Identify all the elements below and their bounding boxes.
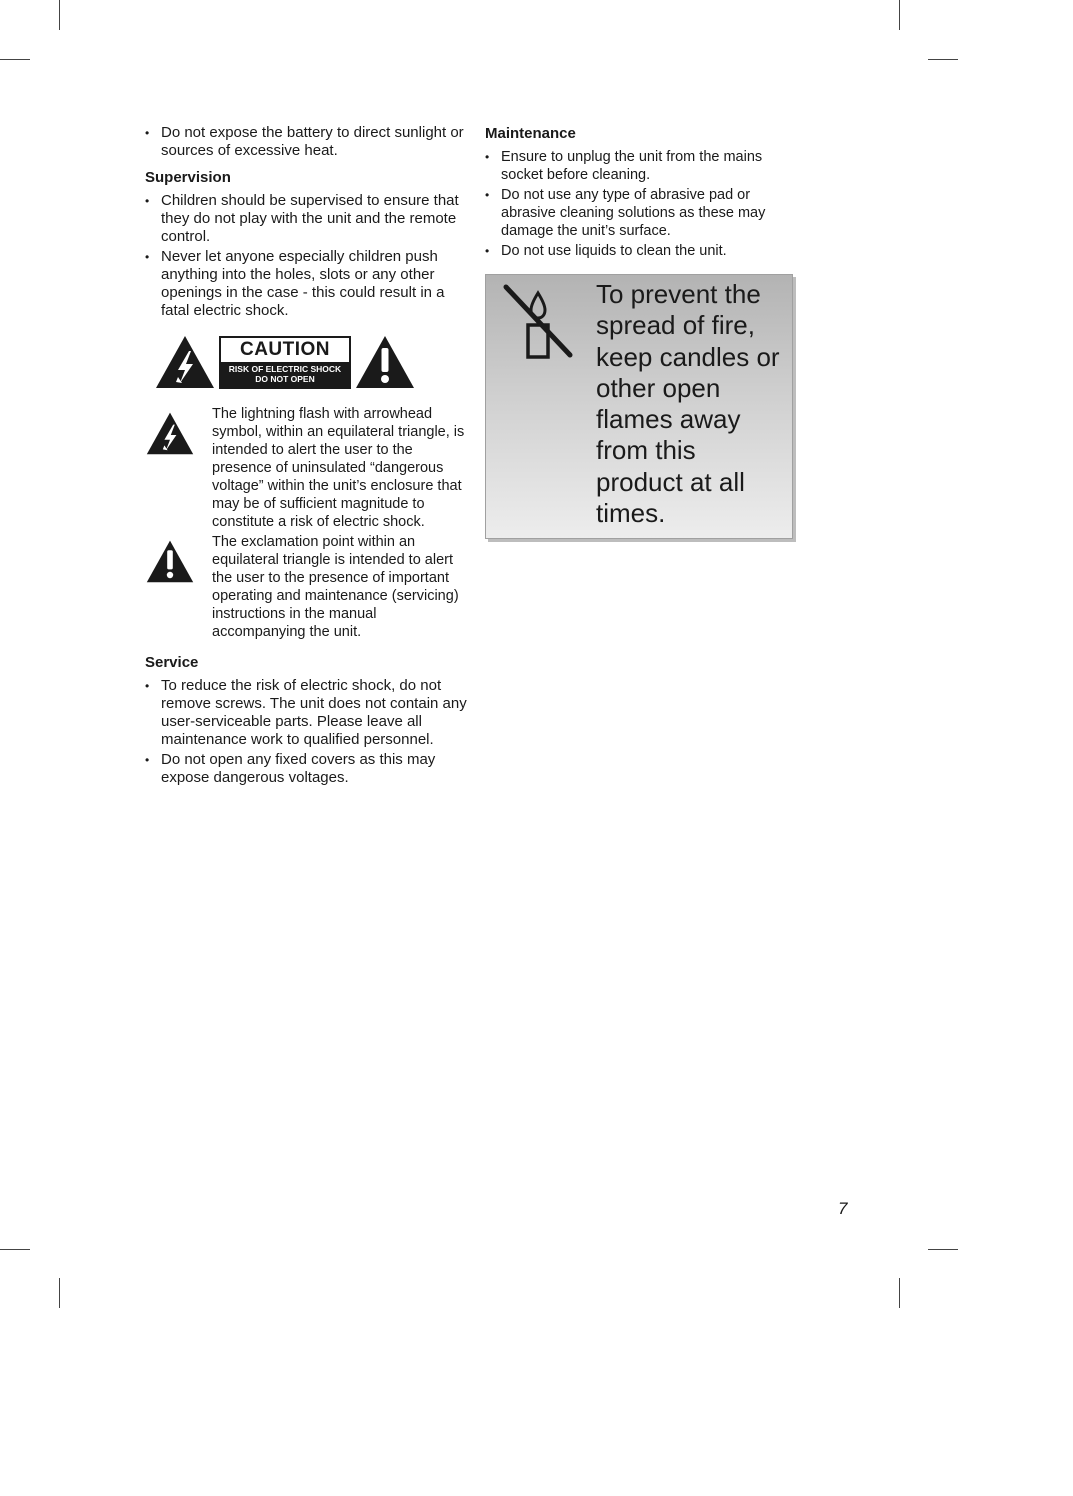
left-column xyxy=(145,124,475,795)
crop-mark xyxy=(59,0,60,30)
list-item: • Do not use liquids to clean the unit. xyxy=(485,242,800,260)
caution-subtitle xyxy=(221,362,349,387)
lightning-triangle-icon xyxy=(154,334,216,389)
exclamation-triangle-icon xyxy=(354,334,416,389)
list-item: • Ensure to unplug the unit from the mains socket before cleaning. xyxy=(485,148,800,184)
right-column xyxy=(485,124,800,268)
crop-mark xyxy=(899,0,900,30)
crop-mark xyxy=(0,59,30,60)
exclamation-symbol-explanation xyxy=(145,533,475,641)
lightning-symbol-text: The lightning flash with arrowhead symbol, within an equilateral triangle, is intended to alert the user to the presence of uninsulated “dangerous voltage” within the unit’s enclosure that may be of sufficient magnitude to constitute a risk of electric shock. xyxy=(212,406,465,530)
crop-mark xyxy=(928,59,958,60)
lightning-symbol-explanation xyxy=(145,405,475,531)
list-item: • Do not use any type of abrasive pad or abrasive cleaning solutions as these may damage the unit’s surface. xyxy=(485,186,800,240)
crop-mark xyxy=(0,1249,30,1250)
exclamation-symbol-text: The exclamation point within an equilateral triangle is intended to alert the user to the presence of important operating and maintenance (servicing) instructions in the manual accompanying the unit. xyxy=(212,534,459,640)
list-item: • To reduce the risk of electric shock, do not remove screws. The unit does not contain any user-serviceable parts. Please leave all maintenance work to qualified personnel. xyxy=(145,677,475,749)
list-item: • Do not expose the battery to direct sunlight or sources of excessive heat. xyxy=(145,124,475,160)
supervision-heading: Supervision xyxy=(145,169,231,186)
crop-mark xyxy=(899,1278,900,1308)
caution-label xyxy=(135,334,435,389)
caution-line-1: RISK OF ELECTRIC SHOCK xyxy=(228,364,342,374)
service-heading: Service xyxy=(145,654,199,671)
caution-box xyxy=(219,336,351,389)
intro-bullet-list xyxy=(145,124,475,160)
no-candle-icon xyxy=(500,283,576,363)
exclamation-triangle-icon xyxy=(145,539,195,583)
list-item: • Never let anyone especially children push anything into the holes, slots or any other openings in the case - this could result in a fatal electric shock. xyxy=(145,248,475,320)
maintenance-heading: Maintenance xyxy=(485,125,576,142)
fire-warning-text: To prevent the spread of fire, keep candles or other open flames away from this product at all times. xyxy=(596,279,780,529)
service-bullet-list xyxy=(145,677,475,787)
caution-title: CAUTION xyxy=(239,339,331,360)
fire-warning-box xyxy=(485,274,793,539)
list-item: • Do not open any fixed covers as this may expose dangerous voltages. xyxy=(145,751,475,787)
caution-line-2: DO NOT OPEN xyxy=(255,374,315,384)
maintenance-bullet-list xyxy=(485,148,800,260)
supervision-bullet-list xyxy=(145,192,475,320)
page-number: 7 xyxy=(838,1199,848,1218)
crop-mark xyxy=(928,1249,958,1250)
list-item: • Children should be supervised to ensure that they do not play with the unit and the remote control. xyxy=(145,192,475,246)
crop-mark xyxy=(59,1278,60,1308)
lightning-triangle-icon xyxy=(145,411,195,455)
